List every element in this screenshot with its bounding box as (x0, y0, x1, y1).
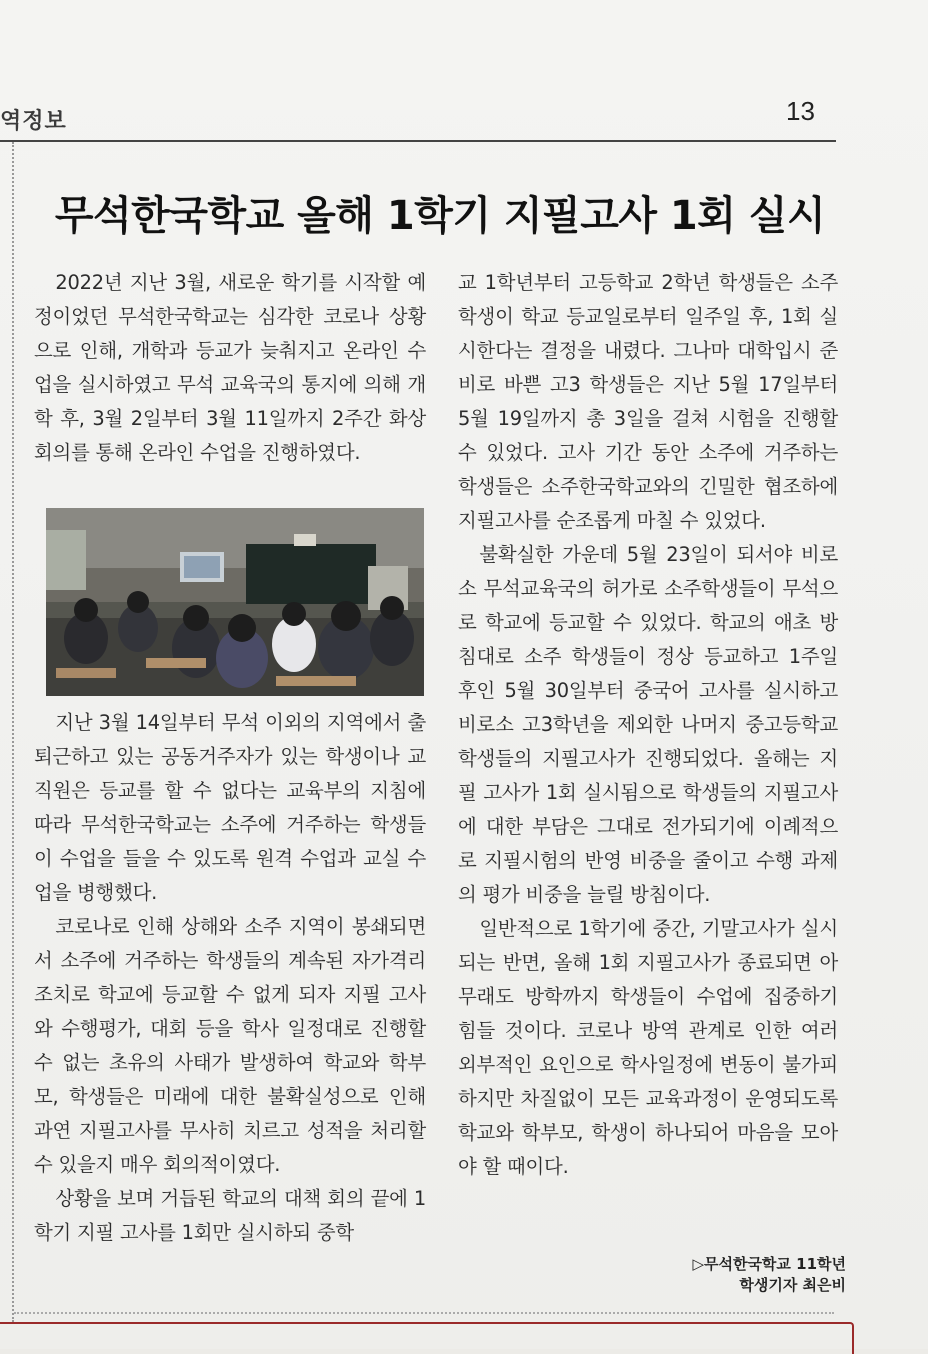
paragraph: 불확실한 가운데 5월 23일이 되서야 비로소 무석교육국의 허가로 소주학생들이 무석으로 학교에 등교할 수 있었다. 학교의 애초 방침대로 소주 학생들이 정상 등교하고 1주일 후인 5월 30일부터 중국어 고사를 실시하고 비로소 고3학년을 제외한 나머지 중고등학교 학생들의 지필고사가 진행되었다. 올해는 지필 고사가 1회 실시됨으로 학생들의 지필고사에 대한 부담은 그대로 전가되기에 이례적으로 지필시험의 반영 비중을 줄이고 수행 과제의 평가 비중을 늘릴 방침이다. (458, 543, 838, 906)
bottom-divider (14, 1312, 834, 1314)
paragraph: 코로나로 인해 상해와 소주 지역이 봉쇄되면서 소주에 거주하는 학생들의 계속된 자가격리 조치로 학교에 등교할 수 없게 되자 지필 고사와 수행평가, 대회 등을 학사 일정대로 진행할 수 없는 초유의 사태가 발생하여 학교와 학부모, 학생들은 미래에 대한 불확실성으로 인해 과연 지필고사를 무사히 치르고 성적을 처리할 수 있을지 매우 회의적이였다. (34, 915, 426, 1176)
section-label: 역정보 (0, 109, 67, 134)
paragraph: 일반적으로 1학기에 중간, 기말고사가 실시되는 반면, 올해 1회 지필고사가 종료되면 아무래도 방학까지 학생들이 수업에 집중하기 힘들 것이다. 코로나 방역 관계로 인한 여러 외부적인 요인으로 학사일정에 변동이 불가피하지만 차질없이 모든 교육과정이 운영되도록 학교와 학부모, 학생이 하나되어 마음을 모아야 할 때이다. (458, 917, 838, 1178)
paragraph: 상황을 보며 거듭된 학교의 대책 회의 끝에 1학기 지필 고사를 1회만 실시하되 중학 (34, 1187, 426, 1244)
margin-rule (12, 142, 14, 1322)
page-number: 13 (786, 96, 815, 126)
paragraph: 2022년 지난 3월, 새로운 학기를 시작할 예정이었던 무석한국학교는 심각한 코로나 상황으로 인해, 개학과 등교가 늦춰지고 온라인 수업을 실시하였고 무석 교육국의 통지에 의해 개학 후, 3월 2일부터 3월 11일까지 2주간 화상회의를 통해 온라인 수업을 진행하였다. (34, 271, 426, 464)
classroom-photo (46, 508, 424, 696)
bottom-frame (0, 1322, 854, 1354)
byline-school: ▷무석한국학교 11학년 (692, 1255, 846, 1273)
paragraph: 지난 3월 14일부터 무석 이외의 지역에서 출퇴근하고 있는 공동거주자가 있는 학생이나 교직원은 등교를 할 수 없다는 교육부의 지침에 따라 무석한국학교는 소주에 거주하는 학생들이 수업을 들을 수 있도록 원격 수업과 교실 수업을 병행했다. (34, 711, 426, 904)
paragraph-continued: 교 1학년부터 고등학교 2학년 학생들은 소주 학생이 학교 등교일로부터 일주일 후, 1회 실시한다는 결정을 내렸다. 그나마 대학입시 준비로 바쁜 고3 학생들은 지난 5월 17일부터 5월 19일까지 총 3일을 걸쳐 시험을 진행할 수 있었다. 고사 기간 동안 소주에 거주하는 학생들은 소주한국학교와의 긴밀한 협조하에 지필고사를 순조롭게 마칠 수 있었다. (458, 271, 838, 532)
right-column (458, 266, 838, 1184)
left-column-bottom (34, 706, 426, 1250)
classroom-illustration (46, 508, 424, 696)
left-column-top (34, 266, 426, 470)
header-rule (0, 140, 836, 142)
article-headline: 무석한국학교 올해 1학기 지필고사 1회 실시 (54, 193, 826, 239)
byline-reporter: 학생기자 최은비 (739, 1276, 846, 1294)
byline (600, 1254, 846, 1296)
